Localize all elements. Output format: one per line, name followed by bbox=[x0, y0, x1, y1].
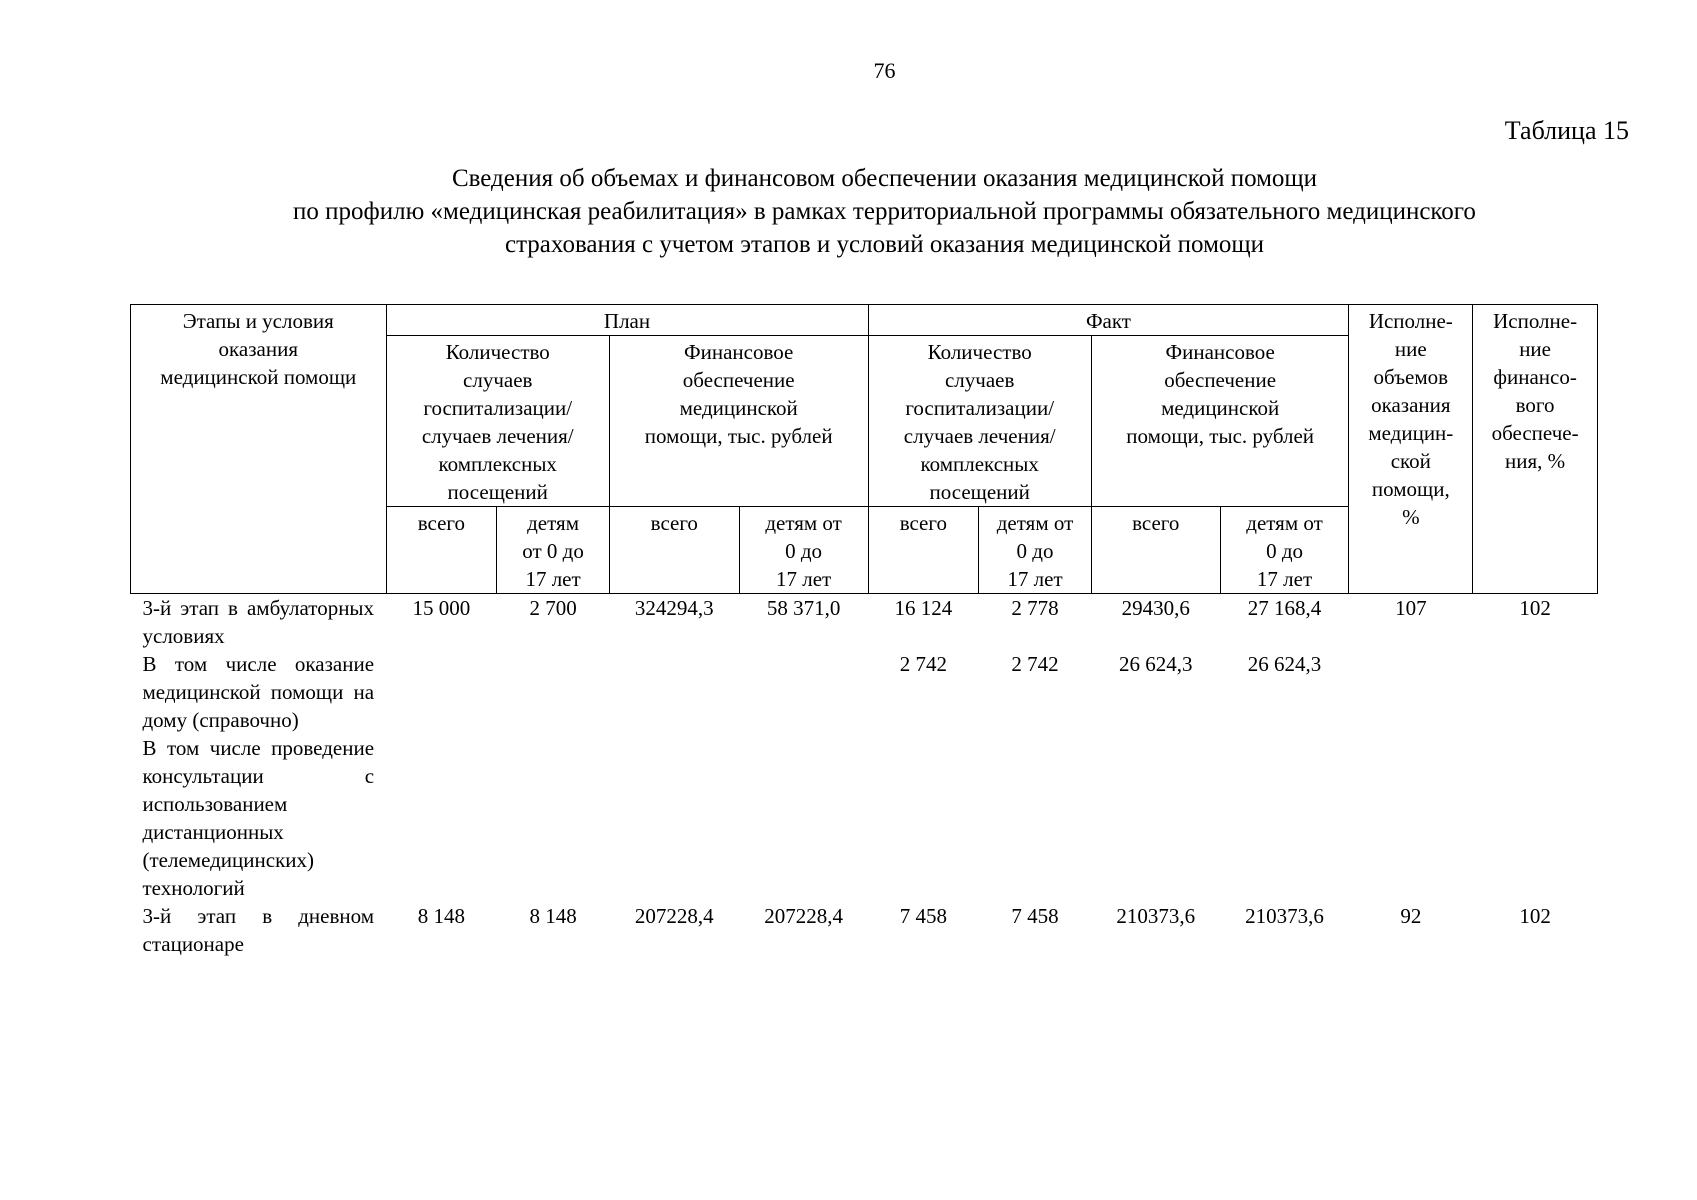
title-line-1: Сведения об объемах и финансовом обеспечении оказания медицинской помощи bbox=[451, 165, 1318, 192]
header-fact-cases-total: всего bbox=[868, 507, 979, 594]
cell-fact-finance-children bbox=[1220, 734, 1349, 902]
header-fact-cases: Количество случаев госпитализации/ случаев лечения/ комплексных посещений bbox=[868, 336, 1091, 507]
cell-fact-finance-total: 26 624,3 bbox=[1119, 652, 1193, 676]
cell-fact-cases-children bbox=[979, 734, 1092, 902]
header-stage: Этапы и условия оказания медицинской помощи bbox=[131, 305, 387, 594]
title-line-2: по профилю «медицинская реабилитация» в рамках территориальной программы обязательного медицинского bbox=[293, 198, 1476, 225]
row-stage: 3-й этап в дневном стационаре bbox=[142, 904, 375, 956]
cell-fact-finance-children: 26 624,3 bbox=[1247, 652, 1322, 676]
cell-plan-finance-total: 324294,3 bbox=[634, 596, 714, 620]
table-row bbox=[131, 734, 1598, 902]
cell-plan-cases-total: 15 000 bbox=[412, 596, 471, 620]
cell-exec-finance: 102 bbox=[1519, 904, 1551, 928]
header-fact-finance-total: всего bbox=[1091, 507, 1220, 594]
header-fact: Факт bbox=[868, 305, 1349, 336]
table-number: Таблица 15 bbox=[1504, 116, 1629, 145]
cell-plan-cases-total: 8 148 bbox=[417, 904, 465, 928]
cell-fact-finance-children: 210373,6 bbox=[1245, 904, 1324, 928]
cell-fact-cases-children: 2 778 bbox=[1011, 596, 1059, 620]
row-stage: В том числе проведение консультации с использованием дистанционных (телемедицинских) технологий bbox=[142, 736, 375, 900]
header-exec-finance: Исполне- ние финансо- вого обеспече- ния, % bbox=[1473, 305, 1598, 594]
cell-plan-finance-children bbox=[739, 734, 868, 902]
cell-exec-finance bbox=[1473, 650, 1598, 734]
header-fact-cases-children: детям от 0 до 17 лет bbox=[979, 507, 1092, 594]
cell-exec-volume: 107 bbox=[1395, 596, 1427, 620]
cell-exec-volume bbox=[1349, 734, 1473, 902]
cell-plan-cases-children: 8 148 bbox=[529, 904, 577, 928]
cell-fact-cases-total: 16 124 bbox=[894, 596, 953, 620]
header-exec-volume: Исполне- ние объемов оказания медицин- ской помощи, % bbox=[1349, 305, 1473, 594]
rehabilitation-table bbox=[130, 304, 1598, 958]
cell-plan-finance-total: 207228,4 bbox=[634, 904, 714, 928]
header-fact-finance-children: детям от 0 до 17 лет bbox=[1220, 507, 1349, 594]
cell-fact-finance-total: 210373,6 bbox=[1116, 904, 1196, 928]
cell-plan-cases-children bbox=[497, 734, 610, 902]
cell-plan-cases-children bbox=[497, 650, 610, 734]
header-plan-finance: Финансовое обеспечение медицинской помощи, тыс. рублей bbox=[609, 336, 868, 507]
header-plan-cases-children: детям от 0 до 17 лет bbox=[497, 507, 610, 594]
cell-fact-cases-total bbox=[868, 734, 979, 902]
table-row bbox=[131, 594, 1598, 651]
cell-plan-finance-total bbox=[609, 734, 739, 902]
cell-plan-cases-children: 2 700 bbox=[529, 596, 577, 620]
header-fact-finance: Финансовое обеспечение медицинской помощи, тыс. рублей bbox=[1091, 336, 1349, 507]
page-number: 76 bbox=[873, 58, 896, 83]
cell-exec-finance: 102 bbox=[1519, 596, 1551, 620]
cell-exec-volume bbox=[1349, 650, 1473, 734]
cell-exec-volume: 92 bbox=[1400, 904, 1422, 928]
header-plan-finance-total: всего bbox=[609, 507, 739, 594]
table-row bbox=[131, 650, 1598, 734]
cell-fact-finance-total bbox=[1091, 734, 1220, 902]
row-stage: 3-й этап в амбулаторных условиях bbox=[142, 596, 375, 648]
table-title bbox=[0, 162, 1697, 261]
cell-fact-cases-children: 7 458 bbox=[1011, 904, 1059, 928]
cell-plan-finance-children: 207228,4 bbox=[764, 904, 843, 928]
header-plan-finance-children: детям от 0 до 17 лет bbox=[739, 507, 868, 594]
cell-fact-finance-total: 29430,6 bbox=[1121, 596, 1190, 620]
table-row bbox=[131, 902, 1598, 958]
cell-plan-cases-total bbox=[386, 734, 497, 902]
cell-fact-cases-total: 7 458 bbox=[899, 904, 947, 928]
cell-fact-cases-total: 2 742 bbox=[899, 652, 947, 676]
row-stage: В том числе оказание медицинской помощи на дому (справочно) bbox=[142, 652, 375, 732]
cell-plan-finance-children bbox=[739, 650, 868, 734]
header-row-1 bbox=[131, 305, 1598, 336]
cell-fact-finance-children: 27 168,4 bbox=[1247, 596, 1322, 620]
cell-plan-finance-total bbox=[609, 650, 739, 734]
header-plan-cases: Количество случаев госпитализации/ случаев лечения/ комплексных посещений bbox=[386, 336, 609, 507]
title-line-3: страхования с учетом этапов и условий оказания медицинской помощи bbox=[504, 231, 1265, 258]
header-plan-cases-total: всего bbox=[386, 507, 497, 594]
cell-plan-cases-total bbox=[386, 650, 497, 734]
cell-fact-cases-children: 2 742 bbox=[1011, 652, 1059, 676]
header-plan: План bbox=[386, 305, 868, 336]
cell-plan-finance-children: 58 371,0 bbox=[766, 596, 841, 620]
cell-exec-finance bbox=[1473, 734, 1598, 902]
